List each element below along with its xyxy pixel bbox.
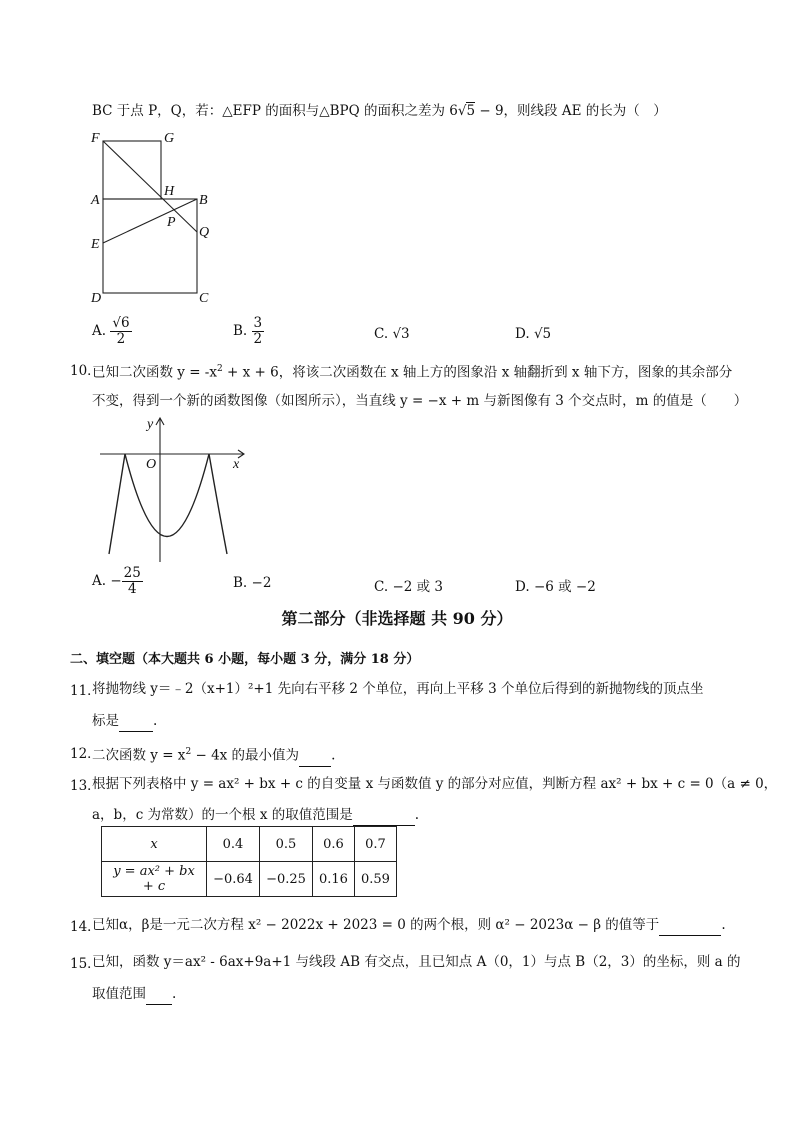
table-cell: 0.4 — [207, 827, 260, 862]
table-row — [102, 862, 397, 897]
part2-title: 第二部分（非选择题 共 90 分） — [281, 609, 513, 628]
q9-option-d: D. √5 — [515, 326, 552, 342]
q9-option-a-fraction: $\frac{√6}{2}$ — [112, 315, 130, 347]
table-header-x: x — [102, 827, 207, 862]
q15-line2: 取值范围 . — [92, 984, 176, 1005]
q9-option-a: A. $\frac{√6}{2}$ — [92, 315, 130, 347]
label-p: P — [167, 215, 176, 230]
q9-option-b-fraction: $\frac{3}{2}$ — [253, 315, 263, 347]
segment-fq — [103, 141, 197, 232]
section2-heading: 二、填空题（本大题共 6 小题，每小题 3 分，满分 18 分） — [70, 652, 420, 667]
q9-geometry-figure — [86, 126, 226, 308]
q10-option-c: C. −2 或 3 — [374, 579, 444, 595]
q13-line2: a，b，c 为常数）的一个根 x 的取值范围是 . — [92, 805, 419, 826]
q14-number: 14． — [70, 919, 101, 935]
folded-parabola — [109, 454, 227, 554]
q14-answer-blank[interactable] — [659, 915, 721, 936]
label-e: E — [91, 237, 100, 252]
q14-line: 已知α，β是一元二次方程 x² − 2022x + 2023 = 0 的两个根，则 α² − 2023α − β 的值等于 . — [92, 915, 726, 936]
q9-sqrt-value: 5 — [466, 103, 476, 119]
q9-continuation: BC 于点 P，Q，若：△EFP 的面积与△BPQ 的面积之差为 6√5 − 9，则线段 AE 的长为（ ） — [92, 103, 667, 119]
q10-option-d: D. −6 或 −2 — [515, 579, 596, 595]
q9-option-b: B. $\frac{3}{2}$ — [233, 315, 263, 347]
q10-option-a: A. − $\frac{25}{4}$ — [92, 565, 141, 597]
label-d: D — [91, 291, 102, 306]
label-g: G — [164, 131, 175, 146]
q12-number: 12． — [70, 746, 101, 762]
q12-line: 二次函数 $y = x^2 - 4x$ 的最小值为 . — [92, 742, 335, 767]
q11-line1: 将抛物线 y＝﹣2（x+1）²+1 先向右平移 2 个单位，再向上平移 3 个单位后得到的新抛物线的顶点坐 — [92, 681, 704, 697]
q10-option-b: B. −2 — [233, 575, 272, 591]
table-cell: −0.25 — [260, 862, 313, 897]
q13-line1: 根据下列表格中 y = ax² + bx + c 的自变量 x 与函数值 y 的部分对应值，判断方程 ax² + bx + c = 0（a ≠ 0， — [92, 776, 778, 792]
q11-number: 11． — [70, 683, 101, 699]
q10-line1: 已知二次函数 $y = -x^2 + x + 6$，将该二次函数在 x 轴上方的图象沿 x 轴翻折到 x 轴下方，图象的其余部分 — [92, 364, 733, 381]
label-c: C — [199, 291, 209, 306]
q13-answer-blank[interactable] — [353, 805, 415, 826]
label-b: B — [199, 193, 208, 208]
q10-function-graph — [96, 414, 256, 564]
graph-label-y: y — [147, 417, 154, 432]
q15-number: 15． — [70, 956, 101, 972]
label-f: F — [91, 131, 100, 146]
square-abcd — [103, 199, 197, 293]
table-cell: 0.16 — [313, 862, 355, 897]
segment-eb — [103, 199, 197, 243]
q9-option-c: C. √3 — [374, 326, 410, 342]
q10-option-a-fraction: $\frac{25}{4}$ — [123, 565, 141, 597]
table-row — [102, 827, 397, 862]
q13-number: 13． — [70, 778, 101, 794]
table-cell: 0.6 — [313, 827, 355, 862]
graph-label-x: x — [233, 457, 240, 472]
q15-answer-blank[interactable] — [146, 984, 172, 1005]
table-cell: 0.59 — [354, 862, 396, 897]
q11-line2: 标是 . — [92, 711, 157, 732]
q10-line2: 不变，得到一个新的函数图像（如图所示），当直线 y = −x + m 与新图像有 3 个交点时，m 的值是（ ） — [92, 393, 748, 409]
label-q: Q — [199, 225, 210, 240]
q13-value-table — [101, 826, 397, 897]
label-a: A — [91, 193, 100, 208]
table-cell: 0.5 — [260, 827, 313, 862]
table-cell: 0.7 — [354, 827, 396, 862]
label-h: H — [164, 184, 175, 199]
q11-answer-blank[interactable] — [119, 711, 153, 732]
q15-line1: 已知，函数 y＝ax² - 6ax+9a+1 与线段 AB 有交点，且已知点 A（0，1）与点 B（2，3）的坐标，则 a 的 — [92, 954, 741, 970]
graph-label-origin: O — [146, 457, 157, 472]
table-header-y: y = ax² + bx + c — [102, 862, 207, 897]
q12-answer-blank[interactable] — [299, 746, 331, 767]
q10-number: 10． — [70, 363, 101, 379]
table-cell: −0.64 — [207, 862, 260, 897]
